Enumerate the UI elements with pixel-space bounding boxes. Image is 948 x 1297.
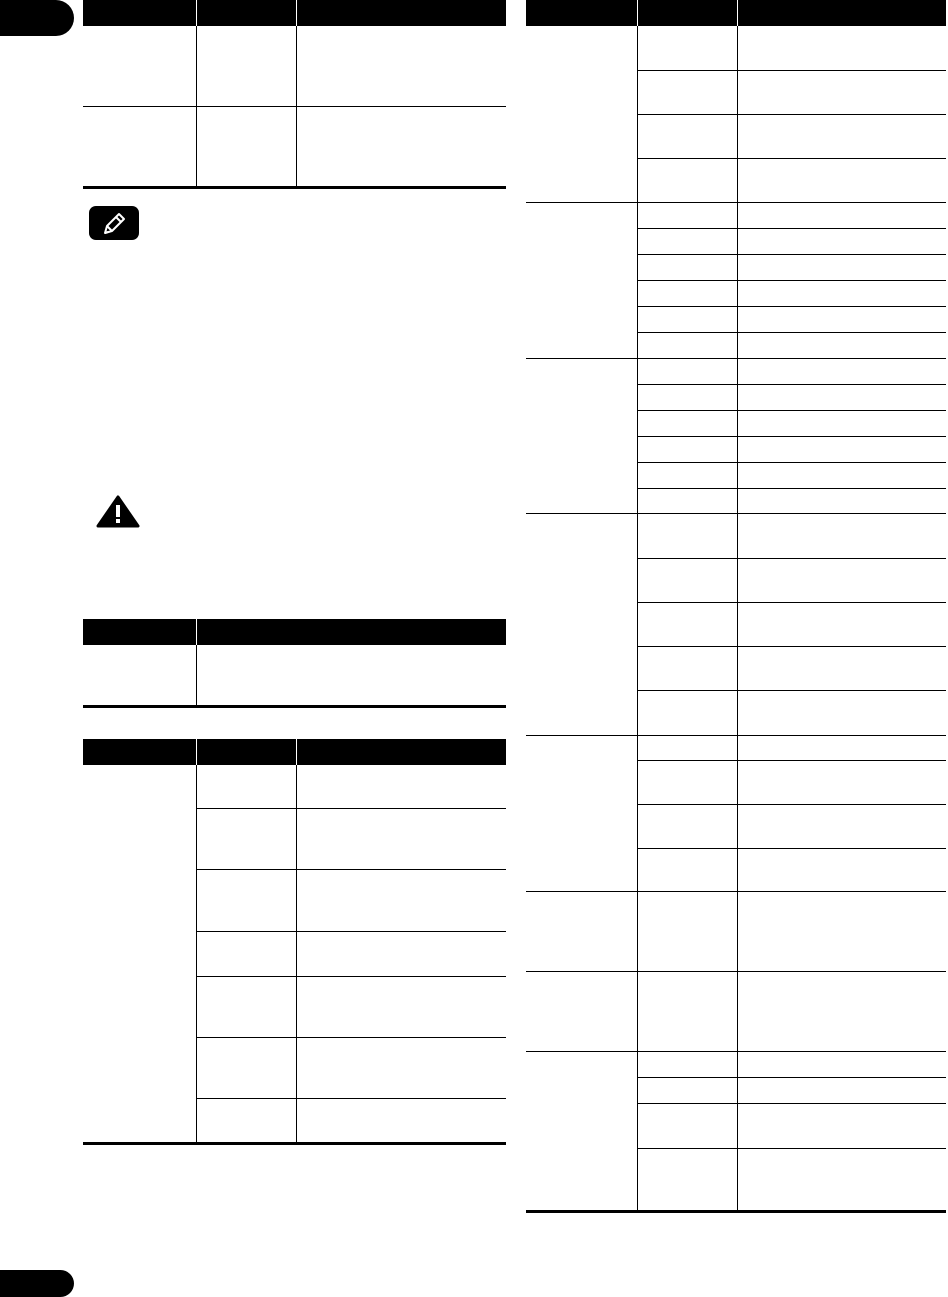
column-divider bbox=[196, 739, 197, 765]
column-divider bbox=[196, 619, 197, 645]
table-row bbox=[637, 760, 946, 761]
group-divider bbox=[526, 971, 946, 972]
table-row bbox=[637, 384, 946, 385]
table-row bbox=[637, 602, 946, 603]
table-row bbox=[637, 1103, 946, 1104]
table-row bbox=[637, 70, 946, 71]
warning-triangle-icon bbox=[96, 495, 140, 529]
table-row bbox=[637, 280, 946, 281]
table-bottom-rule bbox=[526, 1210, 946, 1213]
group-divider bbox=[526, 513, 946, 514]
table-row bbox=[196, 869, 506, 870]
table-row bbox=[637, 558, 946, 559]
group-divider bbox=[526, 202, 946, 203]
table-row bbox=[637, 690, 946, 691]
pencil-note-icon bbox=[89, 206, 139, 240]
left-top-table bbox=[83, 0, 506, 190]
table-header bbox=[83, 0, 506, 26]
table-row bbox=[196, 1098, 506, 1099]
table-header bbox=[83, 619, 506, 645]
page-number-tab bbox=[0, 1270, 74, 1297]
group-divider bbox=[526, 1051, 946, 1052]
table-row bbox=[637, 646, 946, 647]
table-row bbox=[637, 158, 946, 159]
table-row bbox=[637, 332, 946, 333]
table-row bbox=[637, 228, 946, 229]
left-bottom-table bbox=[83, 739, 506, 1146]
column-divider bbox=[296, 765, 297, 1142]
table-row bbox=[83, 106, 506, 107]
table-row bbox=[637, 436, 946, 437]
table-row bbox=[637, 804, 946, 805]
table-row bbox=[196, 808, 506, 809]
group-divider bbox=[526, 891, 946, 892]
table-row bbox=[196, 1037, 506, 1038]
left-mid-table bbox=[83, 619, 506, 709]
column-divider bbox=[737, 26, 738, 1210]
table-row bbox=[637, 462, 946, 463]
table-row bbox=[637, 488, 946, 489]
table-row bbox=[637, 306, 946, 307]
table-row bbox=[637, 848, 946, 849]
column-divider bbox=[196, 0, 197, 26]
column-divider bbox=[737, 0, 738, 26]
table-row bbox=[637, 114, 946, 115]
table-row bbox=[637, 1077, 946, 1078]
right-table bbox=[526, 0, 946, 1214]
table-row bbox=[196, 976, 506, 977]
chapter-tab bbox=[0, 0, 74, 36]
table-header bbox=[526, 0, 946, 26]
table-row bbox=[196, 931, 506, 932]
table-row bbox=[637, 1148, 946, 1149]
column-divider bbox=[296, 0, 297, 26]
table-bottom-rule bbox=[83, 1142, 506, 1145]
column-divider bbox=[637, 0, 638, 26]
table-bottom-rule bbox=[83, 186, 506, 189]
table-bottom-rule bbox=[83, 705, 506, 708]
table-row bbox=[637, 254, 946, 255]
column-divider bbox=[637, 26, 638, 1210]
group-divider bbox=[526, 358, 946, 359]
column-divider bbox=[296, 739, 297, 765]
column-divider bbox=[196, 765, 197, 1142]
group-divider bbox=[526, 735, 946, 736]
column-divider bbox=[196, 645, 197, 705]
table-row bbox=[637, 410, 946, 411]
table-header bbox=[83, 739, 506, 765]
